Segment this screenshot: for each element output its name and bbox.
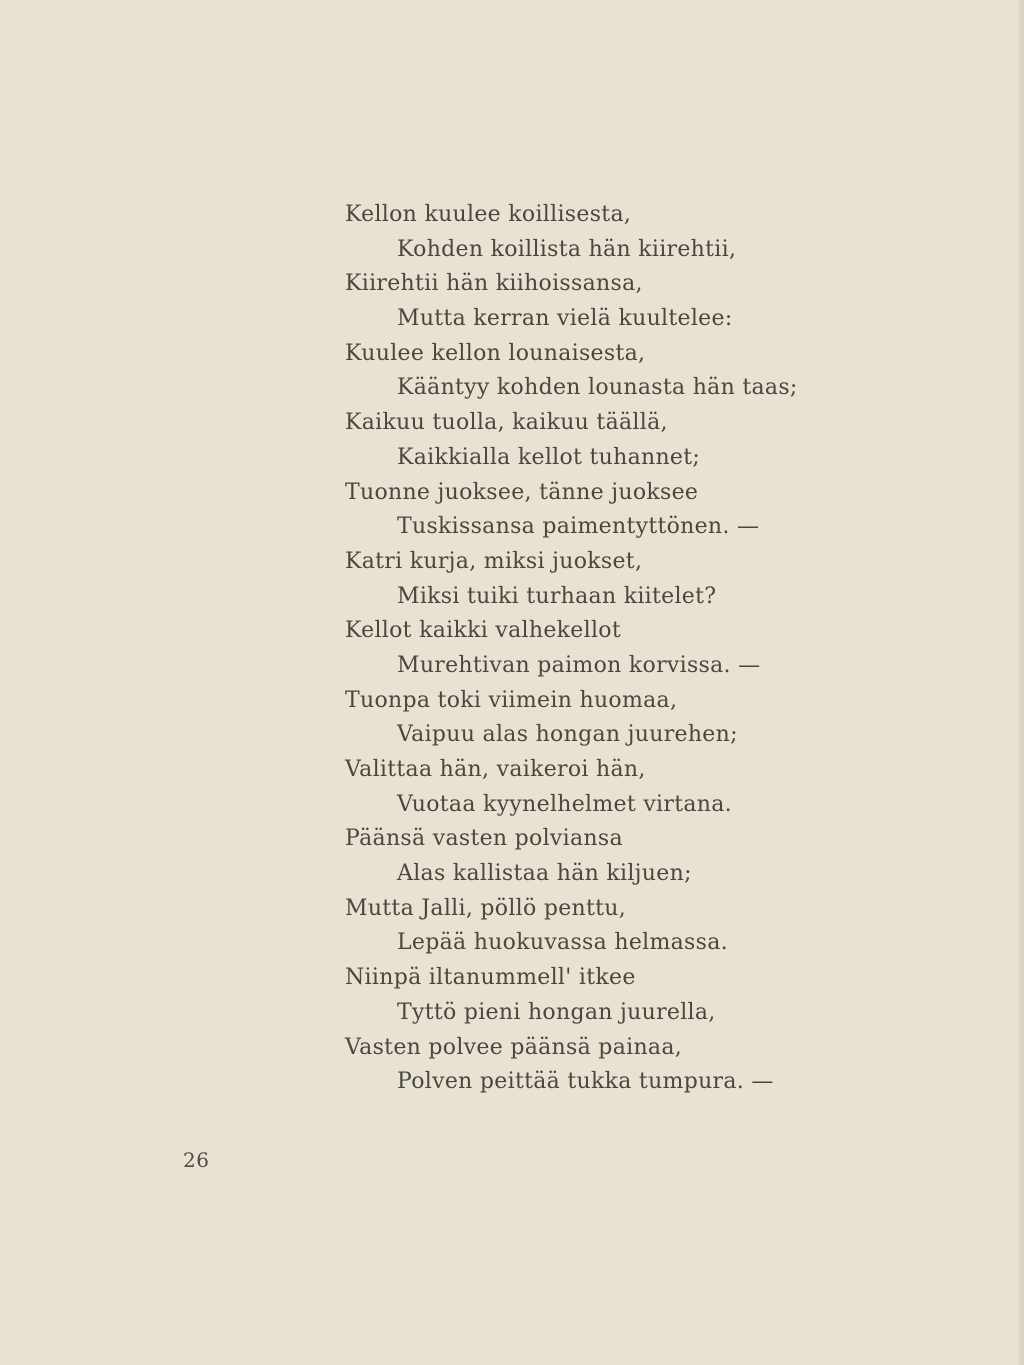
poem-line: Miksi tuiki turhaan kiitelet? — [397, 583, 717, 609]
poem-line: Alas kallistaa hän kiljuen; — [397, 861, 692, 887]
poem-line: Kiirehtii hän kiihoissansa, — [345, 271, 643, 297]
poem-line: Kääntyy kohden lounasta hän taas; — [397, 375, 798, 401]
poem-line: Vasten polvee päänsä painaa, — [345, 1034, 683, 1060]
poem-line: Vaipuu alas hongan juurehen; — [397, 722, 738, 748]
poem-line: Tuonpa toki viimein huomaa, — [345, 687, 678, 713]
poem-line: Lepää huokuvassa helmassa. — [397, 930, 728, 956]
poem-line: Kuulee kellon lounaisesta, — [345, 340, 646, 366]
poem-line: Päänsä vasten polviansa — [345, 826, 623, 852]
page-number: 26 — [183, 1148, 210, 1172]
poem-line: Niinpä iltanummell' itkee — [345, 965, 636, 991]
poem-line: Mutta kerran vielä kuultelee: — [397, 306, 733, 332]
poem-line: Kellot kaikki valhekellot — [345, 618, 621, 644]
poem-line: Kaikkialla kellot tuhannet; — [397, 444, 701, 470]
poem-line: Tuskissansa paimentyttönen. — — [397, 514, 760, 540]
poem-line: Murehtivan paimon korvissa. — — [397, 652, 761, 678]
poem-line: Tuonne juoksee, tänne juoksee — [345, 479, 699, 505]
poem-line: Valittaa hän, vaikeroi hän, — [345, 757, 646, 782]
poem-line: Kaikuu tuolla, kaikuu täällä, — [345, 410, 668, 436]
poem-line: Kellon kuulee koillisesta, — [345, 202, 632, 227]
poem-line: Katri kurja, miksi juokset, — [345, 548, 643, 574]
poem-line: Kohden koillista hän kiirehtii, — [397, 236, 737, 262]
poem-line: Tyttö pieni hongan juurella, — [397, 999, 716, 1025]
poem-line: Vuotaa kyynelhelmet virtana. — [397, 791, 732, 817]
poem-text — [345, 198, 865, 1100]
poem-line: Mutta Jalli, pöllö penttu, — [345, 895, 627, 921]
poem-line: Polven peittää tukka tumpura. — — [397, 1069, 774, 1095]
page-edge — [1018, 0, 1024, 1365]
